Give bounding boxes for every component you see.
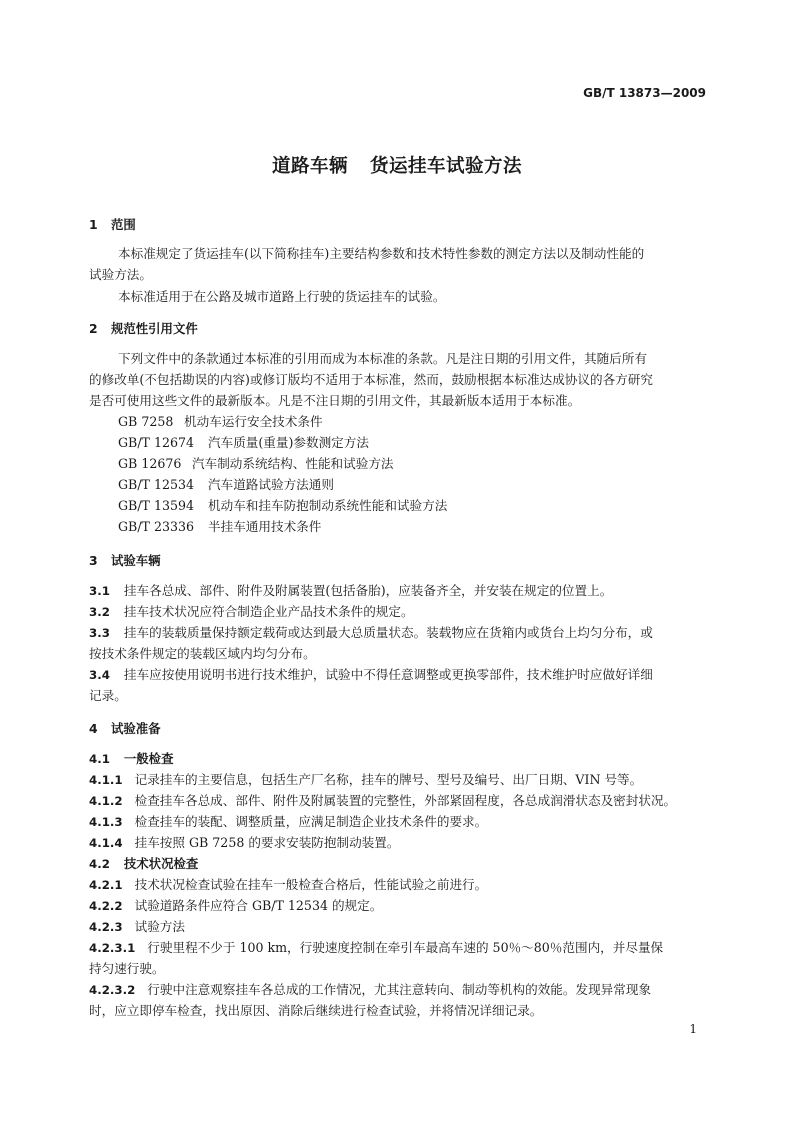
reference-item: GB 7258 机动车运行安全技术条件 [118,414,323,429]
section-3-heading: 3 试验车辆 [89,553,161,568]
clause-4-1-3: 4.1.3 检查挂车的装配、调整质量，应满足制造企业技术条件的要求。 [89,814,488,829]
reference-item: GB/T 12674 汽车质量(重量)参数测定方法 [118,435,369,450]
clause-4-2-2: 4.2.2 试验道路条件应符合 GB/T 12534 的规定。 [89,898,383,913]
section-1-paragraph-2: 本标准适用于在公路及城市道路上行驶的货运挂车的试验。 [118,289,446,304]
clause-3-2: 3.2 挂车技术状况应符合制造企业产品技术条件的规定。 [89,604,414,619]
clause-4-2-3: 4.2.3 试验方法 [89,919,185,934]
section-4-heading: 4 试验准备 [89,721,161,736]
page-number: 1 [689,1022,697,1036]
clause-4-2-3-2-line-2: 时，应立即停车检查，找出原因、消除后继续进行检查试验，并将情况详细记录。 [89,1003,543,1018]
reference-item: GB/T 13594 机动车和挂车防抱制动系统性能和试验方法 [118,498,448,513]
clause-4-2-1: 4.2.1 技术状况检查试验在挂车一般检查合格后，性能试验之前进行。 [89,877,488,892]
clause-3-4-line-1: 3.4 挂车应按使用说明书进行技术维护，试验中不得任意调整或更换零部件，技术维护时应做好详细 [89,667,653,682]
reference-item: GB/T 12534 汽车道路试验方法通则 [118,477,334,492]
clause-4-1-4: 4.1.4 挂车按照 GB 7258 的要求安装防抱制动装置。 [89,835,400,850]
title-part-1: 道路车辆 [271,156,348,177]
section-1-paragraph-1-line-2: 试验方法。 [89,267,152,282]
standard-code: GB/T 13873—2009 [583,86,706,100]
clause-3-1: 3.1 挂车各总成、部件、附件及附属装置(包括备胎)，应装备齐全，并安装在规定的位置上。 [89,583,613,598]
section-2-paragraph-line-2: 的修改单(不包括勘误的内容)或修订版均不适用于本标准，然而，鼓励根据本标准达成协议的各方研究 [89,372,653,387]
clause-4-2-3-2-line-1: 4.2.3.2 行驶中注意观察挂车各总成的工作情况，尤其注意转向、制动等机构的效能。发现异常现象 [89,982,652,997]
section-1-paragraph-1-line-1: 本标准规定了货运挂车(以下简称挂车)主要结构参数和技术特性参数的测定方法以及制动性能的 [118,246,645,261]
title-part-2: 货运挂车试验方法 [370,156,523,177]
clause-4-2-3-1-line-2: 持匀速行驶。 [89,961,165,976]
clause-4-2-3-1-line-1: 4.2.3.1 行驶里程不少于 100 km，行驶速度控制在牵引车最高车速的 50％～80％范围内，并尽量保 [89,940,664,955]
clause-4-1-heading: 4.1 一般检查 [89,751,174,766]
section-2-paragraph-line-3: 是否可使用这些文件的最新版本。凡是不注日期的引用文件，其最新版本适用于本标准。 [89,393,581,408]
reference-item: GB/T 23336 半挂车通用技术条件 [118,519,322,534]
clause-3-4-line-2: 记录。 [89,688,127,703]
section-2-paragraph-line-1: 下列文件中的条款通过本标准的引用而成为本标准的条款。凡是注日期的引用文件，其随后所有 [118,351,647,366]
section-1-heading: 1 范围 [89,217,136,232]
section-2-heading: 2 规范性引用文件 [89,321,198,336]
document-title [0,152,794,178]
clause-3-3-line-1: 3.3 挂车的装载质量保持额定载荷或达到最大总质量状态。装载物应在货箱内或货台上均匀分布，或 [89,625,653,640]
reference-item: GB 12676 汽车制动系统结构、性能和试验方法 [118,456,394,471]
clause-4-2-heading: 4.2 技术状况检查 [89,856,199,871]
clause-3-3-line-2: 按技术条件规定的装载区域内均匀分布。 [89,646,316,661]
clause-4-1-2: 4.1.2 检查挂车各总成、部件、附件及附属装置的完整性，外部紧固程度，各总成润滑状态及密封状况。 [89,793,677,808]
clause-4-1-1: 4.1.1 记录挂车的主要信息，包括生产厂名称，挂车的牌号、型号及编号、出厂日期、VIN 号等。 [89,772,643,787]
